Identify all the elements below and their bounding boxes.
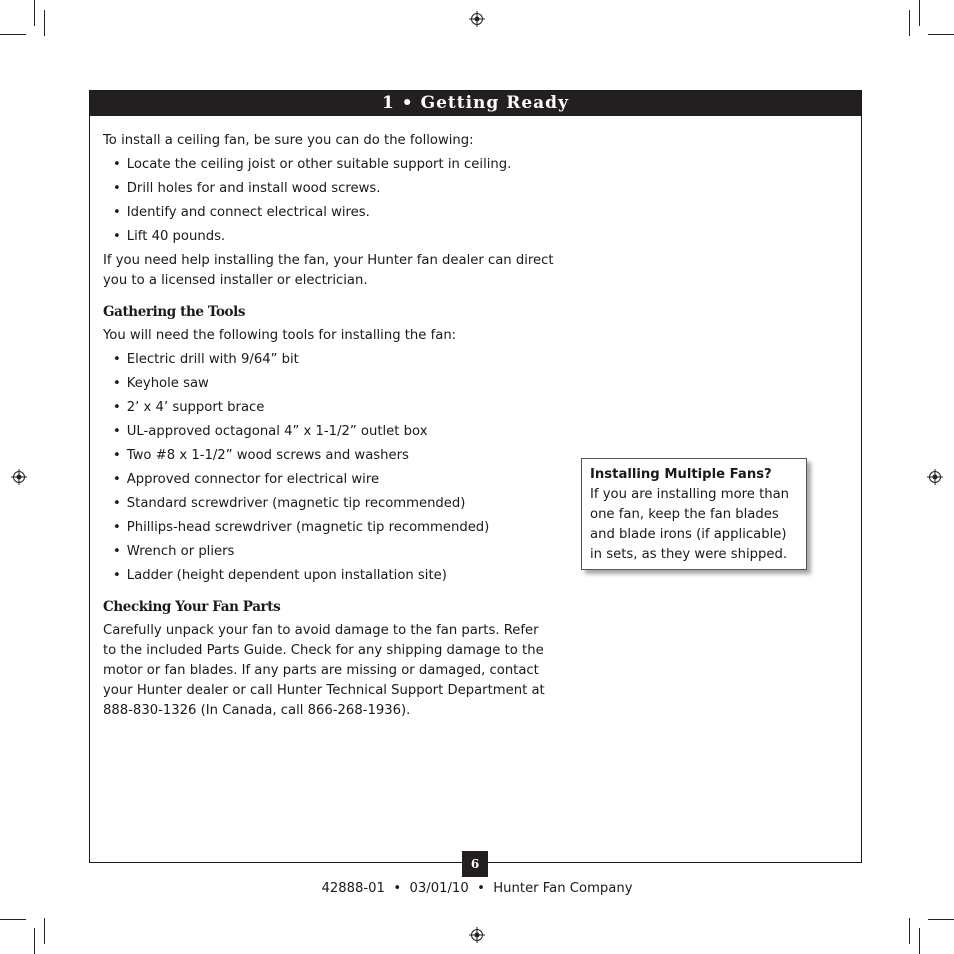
crop-mark bbox=[44, 10, 45, 36]
registration-mark-icon bbox=[469, 11, 485, 27]
multiple-fans-note bbox=[581, 458, 807, 570]
tools-list bbox=[103, 350, 555, 586]
crop-mark bbox=[919, 0, 920, 26]
page-title: 1 • Getting Ready bbox=[90, 91, 861, 116]
parts-text: Carefully unpack your fan to avoid damage to the fan parts. Refer to the included Parts Guide. Check for any shipping damage to the motor or fan blades. If any parts are missing or damaged, contact your Hunter dealer or call Hunter Technical Support Department at 888-830-1326 (In Canada, call 866-268-1936). bbox=[103, 623, 545, 718]
crop-mark bbox=[44, 918, 45, 944]
list-item: • Identify and connect electrical wires. bbox=[113, 203, 555, 223]
list-item: • Standard screwdriver (magnetic tip recommended) bbox=[113, 494, 555, 514]
tools-intro: You will need the following tools for installing the fan: bbox=[103, 328, 457, 343]
page-number: 6 bbox=[462, 851, 488, 877]
list-item: • Approved connector for electrical wire bbox=[113, 470, 555, 490]
registration-mark-icon bbox=[927, 469, 943, 485]
crop-mark bbox=[928, 34, 954, 35]
intro-text: To install a ceiling fan, be sure you can do the following: bbox=[103, 133, 474, 148]
main-content bbox=[103, 131, 555, 721]
list-item: • Ladder (height dependent upon installation site) bbox=[113, 566, 555, 586]
crop-mark bbox=[909, 918, 910, 944]
list-item: • Phillips-head screwdriver (magnetic tip recommended) bbox=[113, 518, 555, 538]
registration-mark-icon bbox=[11, 469, 27, 485]
list-item: • 2’ x 4’ support brace bbox=[113, 398, 555, 418]
crop-mark bbox=[34, 0, 35, 26]
crop-mark bbox=[0, 34, 26, 35]
crop-mark bbox=[0, 919, 26, 920]
note-heading: Installing Multiple Fans? bbox=[590, 467, 772, 482]
parts-heading: Checking Your Fan Parts bbox=[103, 599, 281, 615]
crop-mark bbox=[34, 928, 35, 954]
list-item: • Locate the ceiling joist or other suitable support in ceiling. bbox=[113, 155, 555, 175]
list-item: • Wrench or pliers bbox=[113, 542, 555, 562]
list-item: • Drill holes for and install wood screws. bbox=[113, 179, 555, 199]
crop-mark bbox=[928, 919, 954, 920]
list-item: • UL-approved octagonal 4” x 1-1/2” outlet box bbox=[113, 422, 555, 442]
page-frame bbox=[89, 90, 862, 871]
tools-heading: Gathering the Tools bbox=[103, 304, 246, 320]
note-text: If you are installing more than one fan, keep the fan blades and blade irons (if applicable) in sets, as they were shipped. bbox=[590, 487, 790, 562]
list-item: • Electric drill with 9/64” bit bbox=[113, 350, 555, 370]
crop-mark bbox=[919, 928, 920, 954]
list-item: • Lift 40 pounds. bbox=[113, 227, 555, 247]
registration-mark-icon bbox=[469, 927, 485, 943]
help-text: If you need help installing the fan, your Hunter fan dealer can direct you to a licensed installer or electrician. bbox=[103, 253, 554, 288]
crop-mark bbox=[909, 10, 910, 36]
list-item: • Keyhole saw bbox=[113, 374, 555, 394]
list-item: • Two #8 x 1-1/2” wood screws and washers bbox=[113, 446, 555, 466]
requirements-list bbox=[103, 155, 555, 247]
footer-text: 42888-01 • 03/01/10 • Hunter Fan Company bbox=[321, 881, 633, 896]
